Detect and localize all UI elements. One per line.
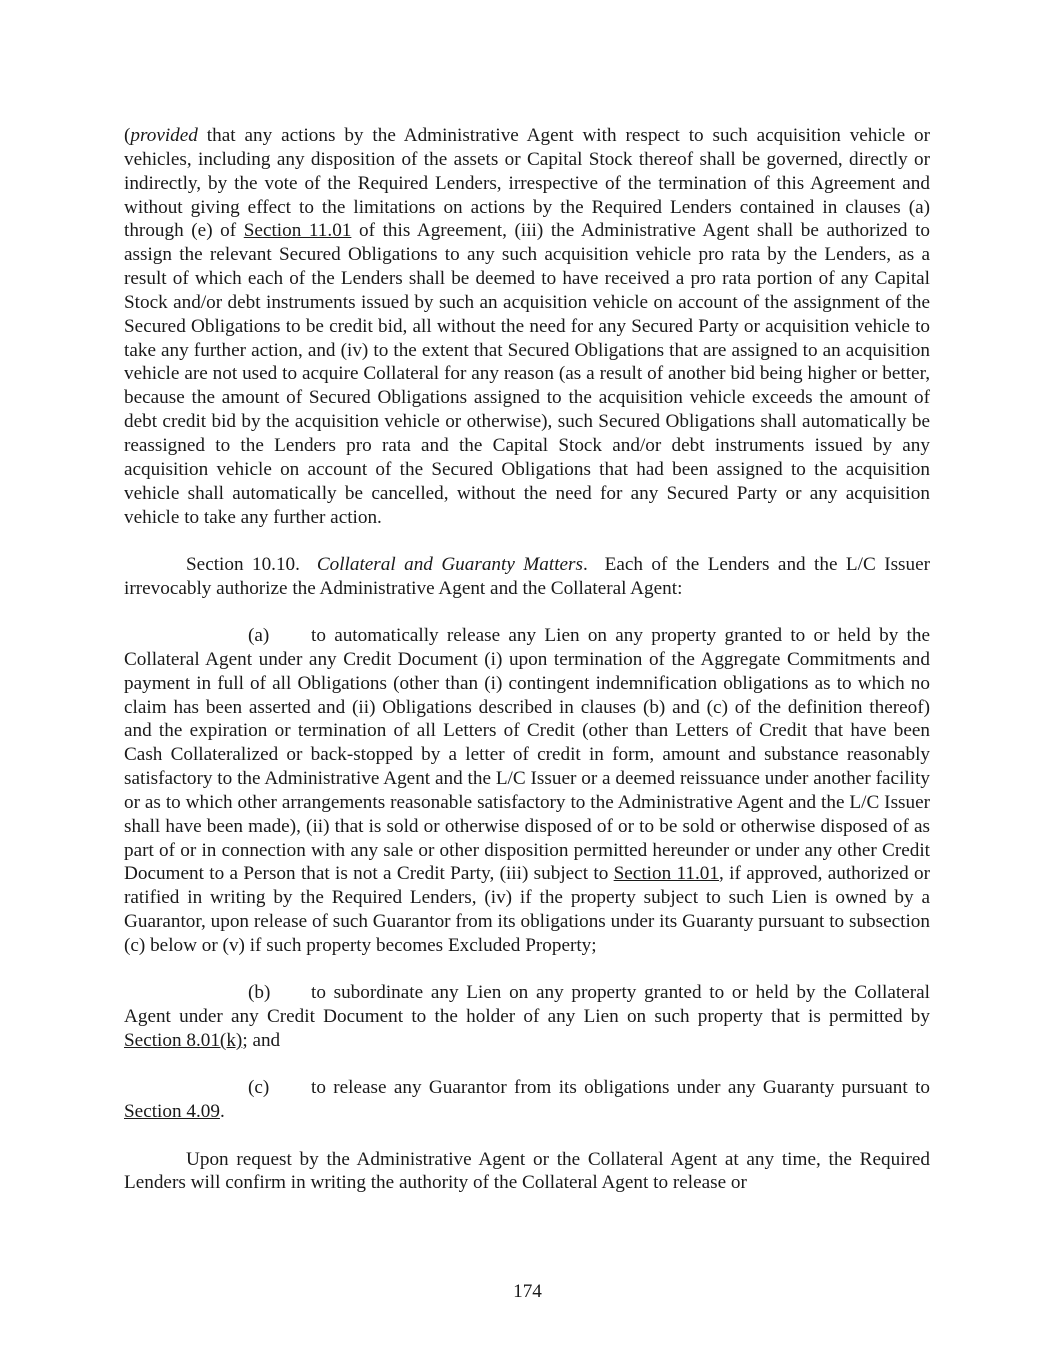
document-page	[124, 124, 930, 1195]
section-11-01-reference: Section 11.01	[243, 220, 352, 242]
clause-c	[124, 1076, 930, 1124]
clause-c-text: to release any Guarantor from its obligations under any Guaranty pursuant to	[311, 1077, 930, 1099]
clause-a	[124, 624, 930, 958]
final-paragraph	[124, 1148, 930, 1196]
paragraph-text: that any actions by the Administrative Agent with respect to such acquisition vehicle or vehicles, including any disposition of the assets or Capital Stock thereof shall be governed, directly or indirectly, by the vote of the Required Lenders, irrespective of the termination of this Agreement and without giving effect to the limitations on actions by the Required Lenders contained in clauses (a) through (e) of	[124, 125, 930, 242]
clause-c-text: .	[219, 1101, 225, 1123]
clause-a-text: , if approved, authorized or ratified in writing by the Required Lenders, (iv) if the property subject to such Lien is owned by a Guarantor, upon release of such Guarantor from its obligations under its Guaranty pursuant to subsection (c) below or (v) if such property becomes Excluded Property;	[124, 863, 931, 956]
clause-b-text: ; and	[242, 1030, 281, 1052]
clause-b-label: (b)	[248, 982, 271, 1004]
section-10-10-paragraph	[124, 553, 930, 601]
section-title: Collateral and Guaranty Matters	[316, 553, 583, 575]
section-intro-text: Each of the Lenders and the L/C Issuer irrevocably authorize the Administrative Agent and the Collateral Agent:	[124, 553, 931, 599]
section-number: Section 10.10.	[186, 553, 300, 575]
section-8-01-k-reference: Section 8.01(k)	[124, 1030, 243, 1052]
paragraph-text: of this Agreement, (iii) the Administrative Agent shall be authorized to assign the relevant Secured Obligations to any such acquisition vehicle pro rata by the Lenders, as a result of which each of the Lenders shall be deemed to have received a pro rata portion of any Capital Stock and/or debt instruments issued by such an acquisition vehicle on account of the assignment of the Secured Obligations to be credit bid, all without the need for any Secured Party or acquisition vehicle to take any further action, and (iv) to the extent that Secured Obligations that are assigned to an acquisition vehicle are not used to acquire Collateral for any reason (as a result of another bid being higher or better, because the amount of Secured Obligations assigned to the acquisition vehicle exceeds the amount of debt credit bid by the acquisition vehicle or otherwise), such Secured Obligations shall automatically be reassigned to the Lenders pro rata and the Capital Stock and/or debt instruments issued by any acquisition vehicle on account of the Secured Obligations that had been assigned to the acquisition vehicle shall automatically be cancelled, without the need for any Secured Party or any acquisition vehicle to take any further action.	[124, 220, 931, 528]
page-number: 174	[513, 1281, 542, 1302]
final-paragraph-text: Upon request by the Administrative Agent or the Collateral Agent at any time, the Required Lenders will confirm in writing the authority of the Collateral Agent to release or	[124, 1148, 930, 1194]
section-4-09-reference: Section 4.09	[124, 1101, 220, 1123]
section-11-01-reference: Section 11.01	[613, 863, 719, 885]
open-paren: (	[124, 125, 131, 146]
clause-a-text: to automatically release any Lien on any property granted to or held by the Collateral Agent under any Credit Document (i) upon termination of the Aggregate Commitments and payment in full of all Obligations (other than (i) contingent indemnification obligations as to which no claim has been asserted and (ii) Obligations described in clauses (b) and (c) of the definition thereof) and the expiration or termination of all Letters of Credit (other than Letters of Credit that have been Cash Collateralized or back-stopped by a letter of credit in form, amount and substance reasonably satisfactory to the Administrative Agent and the L/C Issuer or a deemed reissuance under another facility or as to which other arrangements reasonable satisfactory to the Administrative Agent and the L/C Issuer shall have been made), (ii) that is sold or otherwise disposed of or to be sold or otherwise disposed of as part of or in connection with any sale or other disposition permitted hereunder or under any other Credit Document to a Person that is not a Credit Party, (iii) subject to	[124, 625, 930, 885]
section-title-period: .	[583, 553, 588, 575]
provided-term: provided	[130, 125, 198, 146]
clause-a-label: (a)	[248, 625, 270, 647]
clause-c-label: (c)	[248, 1077, 270, 1099]
clause-b-text: to subordinate any Lien on any property granted to or held by the Collateral Agent under any Credit Document to the holder of any Lien on such property that is permitted by	[124, 982, 930, 1028]
clause-b	[124, 981, 930, 1053]
paragraph-provided	[124, 124, 930, 529]
